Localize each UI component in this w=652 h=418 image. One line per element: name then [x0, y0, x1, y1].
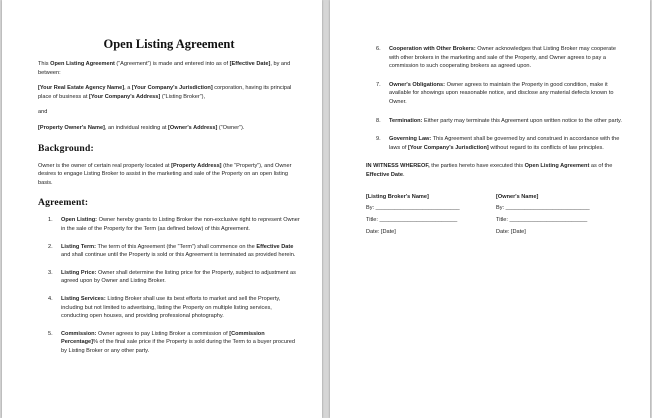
clause-listing-price: 3. Listing Price: Owner shall determine the listing price for the Property, subject to adjustment as agreed upon by Owner and Listing Broker.	[48, 269, 296, 285]
clause-governing-law: 9. Governing Law: This Agreement shall be governed by and construed in accordance with the laws of [Your Company's Jurisdiction] without regard to its conflicts of law principles.	[376, 136, 620, 151]
owner-by-line: By: ___________________________	[496, 205, 590, 212]
broker-by-line: By: ___________________________	[366, 205, 460, 212]
broker-title-line: Title: _________________________	[366, 217, 458, 224]
clause-termination: 8. Termination: Either party may terminate this Agreement upon written notice to the other party.	[376, 117, 622, 124]
background-paragraph: Owner is the owner of certain real property located at [Property Address] (the “Property”), and Owner desires to engage Listing Broker to assist in the marketing and sale of the Property on an open listing basis.	[38, 162, 292, 186]
intro-paragraph: This Open Listing Agreement (“Agreement”) is made and entered into as of [Effective Date], by and between:	[38, 61, 291, 76]
clause-owner-obligations: 7. Owner's Obligations: Owner agrees to maintain the Property in good condition, make it available for showings upon reasonable notice, and disclose any material defects known to Owner.	[376, 81, 614, 105]
background-heading: Background:	[38, 142, 94, 154]
broker-name-label: [Listing Broker's Name]	[366, 193, 429, 200]
witness-paragraph: IN WITNESS WHEREOF, the parties hereto have executed this Open Listing Agreement as of the Effective Date.	[366, 163, 613, 178]
signature-block	[366, 193, 626, 240]
owner-title-line: Title: _________________________	[496, 217, 588, 224]
clause-cooperation: 6. Cooperation with Other Brokers: Owner acknowledges that Listing Broker may cooperate with other brokers in the marketing and sale of the Property, and Owner agrees to pay a commission to such cooperating brokers as agreed upon.	[376, 46, 616, 70]
broker-date-line: Date: [Date]	[366, 228, 396, 235]
clause-listing-term: 2. Listing Term: The term of this Agreement (the “Term”) shall commence on the Effective Date and shall continue until the Property is sold or this Agreement is terminated as provided herein.	[48, 243, 296, 259]
owner-party-paragraph: [Property Owner's Name], an individual residing at [Owner's Address] (“Owner”).	[38, 124, 245, 131]
document-page-2	[330, 0, 650, 418]
agreement-heading: Agreement:	[38, 197, 89, 209]
and-text: and	[38, 109, 48, 116]
broker-signature	[366, 193, 496, 240]
broker-party-paragraph: [Your Real Estate Agency Name], a [Your Company's Jurisdiction] corporation, having its principal place of business at [Your Company's Address] (“Listing Broker”),	[38, 85, 292, 100]
clause-listing-services: 4. Listing Services: Listing Broker shall use its best efforts to market and sell the Property, including but not limited to advertising, listing the Property on multiple listing services, conducting open houses, and providing professional photography.	[48, 295, 281, 320]
clause-open-listing: 1. Open Listing: Owner hereby grants to Listing Broker the non-exclusive right to represent Owner in the sale of the Property for the Term (as defined below) of this Agreement.	[48, 217, 300, 232]
owner-signature	[496, 193, 626, 240]
document-page-1	[2, 0, 322, 418]
owner-name-label: [Owner's Name]	[496, 193, 539, 200]
document-title: Open Listing Agreement	[103, 37, 235, 51]
owner-date-line: Date: [Date]	[496, 228, 526, 235]
clause-commission: 5. Commission: Owner agrees to pay Listing Broker a commission of [Commission Percentage]% of the final sale price if the Property is sold during the Term to a buyer procured by Listing Broker or any other party.	[48, 330, 296, 354]
